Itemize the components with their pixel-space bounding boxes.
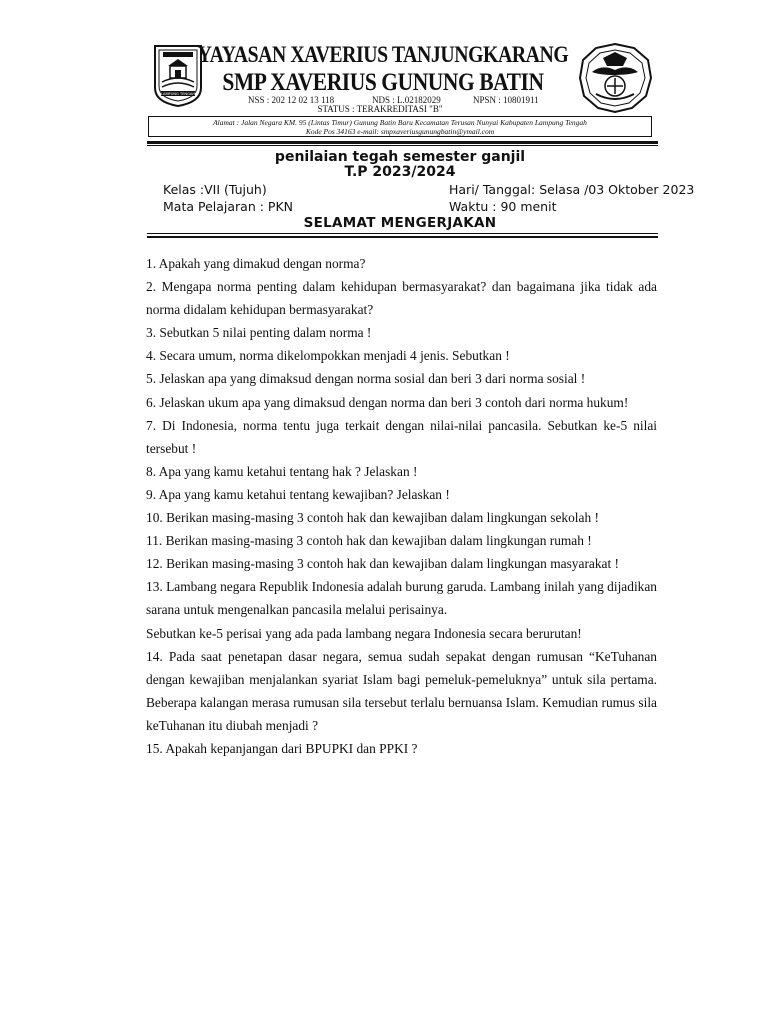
question-1: 1. Apakah yang dimakud dengan norma?: [146, 256, 366, 271]
header-divider-thick: [147, 236, 658, 239]
subject-info: Mata Pelajaran : PKN: [163, 199, 293, 214]
accreditation-status: STATUS : TERAKREDITASI "B": [317, 104, 443, 114]
npsn-number: NPSN : 10801911: [473, 95, 539, 105]
school-name: SMP XAVERIUS GUNUNG BATIN: [222, 69, 544, 96]
exam-title: penilaian tegah semester ganjil: [274, 149, 526, 165]
question-3: 3. Sebutkan 5 nilai penting dalam norma !: [146, 325, 372, 341]
question-6: 6. Jelaskan ukum apa yang dimaksud dengan norma dan beri 3 contoh dari norma hukum!: [146, 394, 629, 410]
nds-number: NDS : L.02182029: [372, 95, 441, 105]
greeting-banner: SELAMAT MENGERJAKAN: [303, 215, 497, 231]
letterhead-divider-thick: [147, 141, 658, 144]
question-15: 15. Apakah kepanjangan dari BPUPKI dan PPKI ?: [146, 740, 418, 756]
question-7: 7. Di Indonesia, norma tentu juga terkait dengan nilai-nilai pancasila. Sebutkan ke-5 nilai tersebut !: [146, 417, 657, 456]
address-line-1: Alamat : Jalan Negara KM. 95 (Lintas Timur) Gunung Batin Baru Kecamatan Terusan Nunyai Kabupaten Lampung Tengah: [213, 118, 587, 127]
letterhead-divider-thin: [147, 145, 658, 146]
question-4: 4. Secara umum, norma dikelompokkan menjadi 4 jenis. Sebutkan !: [146, 348, 510, 364]
question-10: 10. Berikan masing-masing 3 contoh hak dan kewajiban dalam lingkungan sekolah !: [146, 510, 599, 526]
question-2: 2. Mengapa norma penting dalam kehidupan bermasyarakat? dan bagaimana jika tidak ada norma didalam kehidupan bermasyarakat?: [146, 279, 657, 318]
question-8: 8. Apa yang kamu ketahui tentang hak ? Jelaskan !: [146, 463, 418, 479]
address-box: [148, 116, 652, 137]
question-11: 11. Berikan masing-masing 3 contoh hak dan kewajiban dalam lingkungan rumah !: [146, 533, 592, 549]
header-divider-thin: [147, 233, 658, 234]
date-info: Hari/ Tanggal: Selasa /03 Oktober 2023: [449, 182, 695, 197]
question-14: 14. Pada saat penetapan dasar negara, semua sudah sepakat dengan rumusan “KeTuhanan dengan kewajiban menjalankan syariat Islam bagi pemeluk-pemeluknya” untuk sila pertama. Beberapa kalangan merasa rumusan sila tersebut terlalu bernuansa Islam. Kemudian rumus sila keTuhanan itu diubah menjadi ?: [146, 648, 657, 733]
question-12: 12. Berikan masing-masing 3 contoh hak dan kewajiban dalam lingkungan masyarakat !: [146, 556, 620, 572]
question-5: 5. Jelaskan apa yang dimaksud dengan norma sosial dan beri 3 dari norma sosial !: [146, 371, 586, 387]
nss-number: NSS : 202 12 02 13 118: [248, 95, 335, 105]
class-info: Kelas :VII (Tujuh): [163, 182, 267, 197]
question-list: [146, 252, 657, 760]
question-13-instruction: Sebutkan ke-5 perisai yang ada pada lambang negara Indonesia secara berurutan!: [146, 625, 582, 641]
foundation-name: YAYASAN XAVERIUS TANJUNGKARANG: [197, 42, 569, 67]
duration-info: Waktu : 90 menit: [449, 199, 557, 214]
exam-academic-year: T.P 2023/2024: [344, 164, 456, 180]
question-9: 9. Apa yang kamu ketahui tentang kewajiban? Jelaskan !: [146, 486, 450, 502]
left-logo-caption: LAMPUNG TENGAH: [160, 92, 196, 96]
question-13: 13. Lambang negara Republik Indonesia adalah burung garuda. Lambang inilah yang dijadikan sarana untuk mengenalkan pancasila melalui perisainya.: [146, 579, 657, 618]
address-line-2: Kode Pos 34163 e-mail: smpxaveriusgunungbatin@ymail.com: [305, 127, 495, 136]
